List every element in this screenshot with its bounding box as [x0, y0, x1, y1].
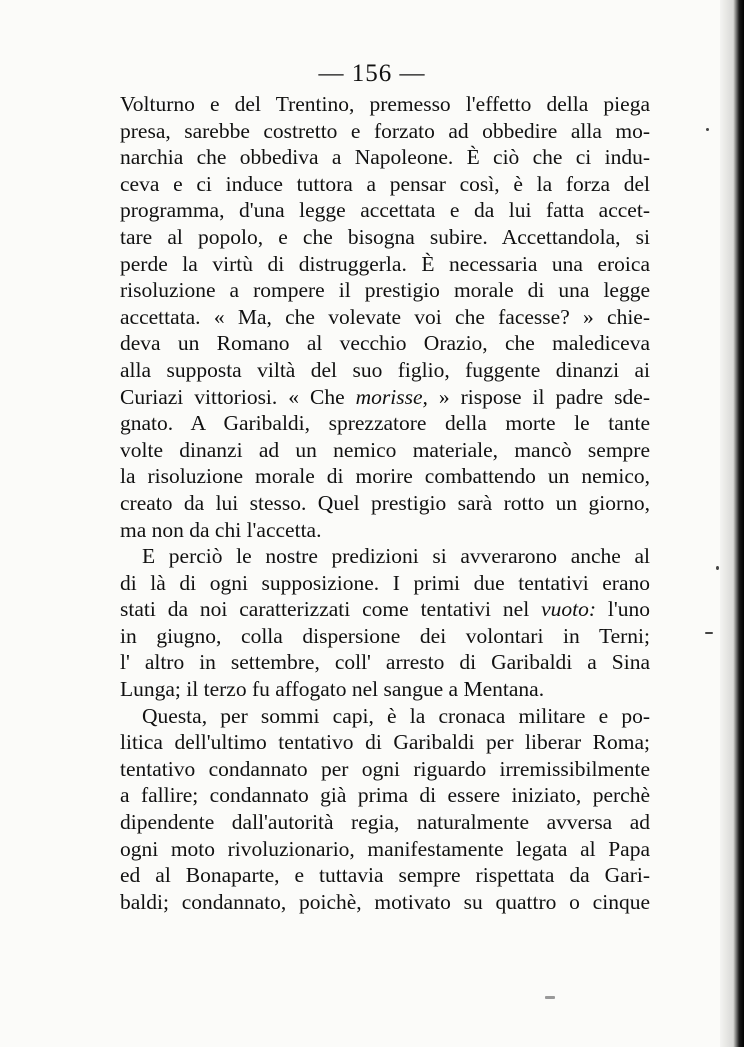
text-line: volte dinanzi ad un nemico materiale, mancò sempre — [120, 437, 650, 462]
text-line: baldi; condannato, poichè, motivato su quattro o cinque — [120, 889, 650, 914]
text-segment: l'uno — [596, 597, 650, 622]
italic-word: vuoto: — [541, 597, 597, 622]
text-line: creato da lui stesso. Quel prestigio sarà rotto un giorno, — [120, 490, 650, 515]
text-line: tentativo condannato per ogni riguardo irremissibilmente — [120, 756, 650, 781]
text-line: gnato. A Garibaldi, sprezzatore della morte le tante — [120, 411, 650, 436]
text-line: accettata. « Ma, che volevate voi che facesse? » chie- — [120, 304, 650, 329]
text-line: ogni moto rivoluzionario, manifestamente legata al Papa — [120, 836, 650, 861]
text-line: ed al Bonaparte, e tuttavia sempre rispettata da Gari- — [120, 863, 650, 888]
text-line: alla supposta viltà del suo figlio, fuggente dinanzi ai — [120, 357, 650, 382]
text-line: risoluzione a rompere il prestigio morale di una legge — [120, 278, 650, 303]
text-line: narchia che obbediva a Napoleone. È ciò che ci indu- — [120, 145, 650, 170]
text-line — [120, 384, 650, 411]
page-edge-shadow — [720, 0, 744, 1047]
text-line: ma non da chi l'accetta. — [120, 517, 322, 542]
scan-speck — [706, 128, 709, 131]
text-line: E perciò le nostre predizioni si avverarono anche al — [142, 544, 650, 569]
text-line: l' altro in settembre, coll' arresto di Garibaldi a Sina — [120, 650, 650, 675]
text-line: deva un Romano al vecchio Orazio, che malediceva — [120, 331, 650, 356]
text-line: dipendente dall'autorità regia, naturalmente avversa ad — [120, 810, 650, 835]
text-line: Questa, per sommi capi, è la cronaca militare e po- — [142, 703, 650, 728]
italic-word: morisse, — [355, 384, 428, 409]
text-segment: stati da noi caratterizzati come tentativi nel — [120, 597, 542, 622]
text-line: perde la virtù di distruggerla. È necessaria una eroica — [120, 251, 650, 276]
text-segment: » rispose il padre sde- — [427, 384, 650, 409]
text-line: Volturno e del Trentino, premesso l'effetto della piega — [120, 92, 650, 116]
body-text — [120, 91, 650, 915]
text-line: a fallire; condannato già prima di essere iniziato, perchè — [120, 783, 650, 808]
text-line — [120, 596, 650, 623]
text-line: programma, d'una legge accettata e da lui fatta accet- — [120, 198, 650, 223]
text-line: Lunga; il terzo fu affogato nel sangue a Mentana. — [120, 677, 545, 702]
text-line: la risoluzione morale di morire combattendo un nemico, — [120, 464, 650, 489]
scan-speck — [716, 566, 719, 570]
text-line: in giugno, colla dispersione dei volontari in Terni; — [120, 623, 650, 648]
text-line: tare al popolo, e che bisogna subire. Accettandola, si — [120, 224, 650, 249]
page-number: — 156 — — [318, 60, 426, 87]
text-line: presa, sarebbe costretto e forzato ad obbedire alla mo- — [120, 118, 650, 143]
scan-speck — [545, 996, 555, 999]
scan-speck — [705, 632, 713, 634]
text-line: ceva e ci induce tuttora a pensar così, è la forza del — [120, 171, 650, 196]
text-line: di là di ogni supposizione. I primi due tentativi erano — [120, 570, 650, 595]
text-line: litica dell'ultimo tentativo di Garibaldi per liberar Roma; — [120, 730, 650, 755]
text-segment: Curiazi vittoriosi. « Che — [120, 384, 356, 409]
